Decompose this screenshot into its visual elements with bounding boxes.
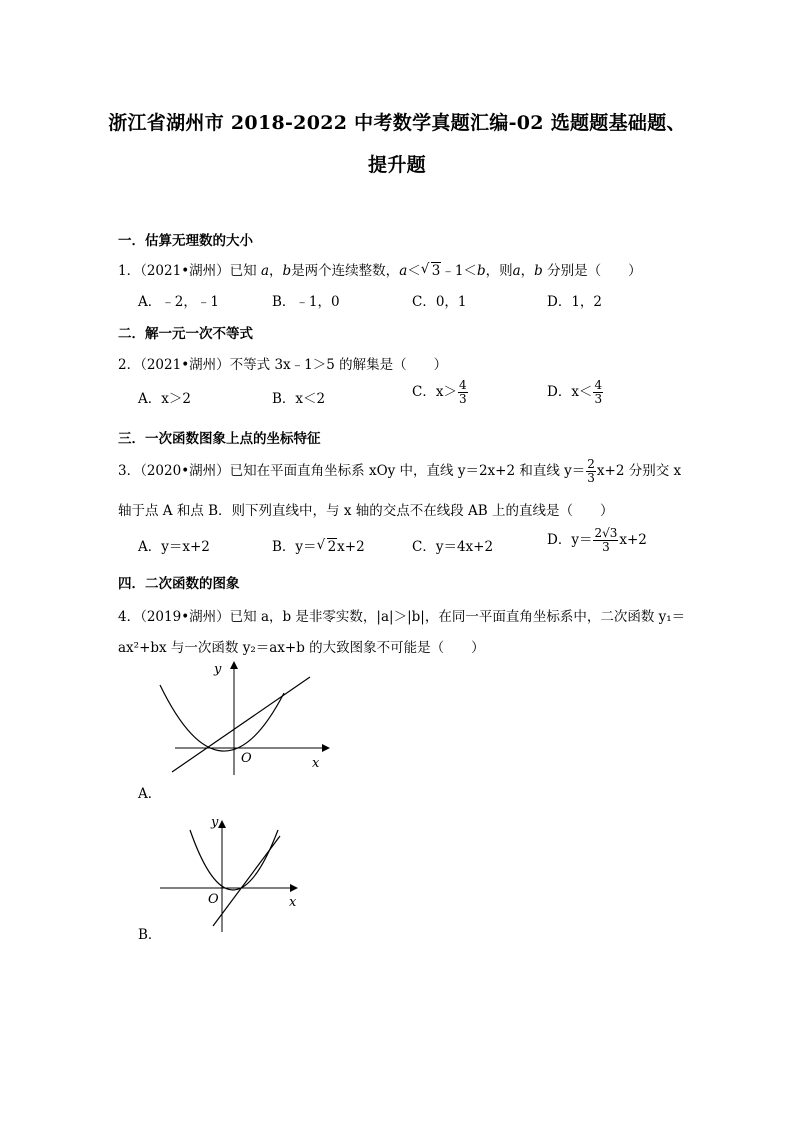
q2-option-a: A．x＞2 — [138, 391, 191, 407]
y-axis-arrow — [230, 661, 238, 669]
x-axis-arrow — [322, 744, 330, 752]
q2-option-d: D．x＜ $\frac{4}{3}$ — [547, 378, 603, 406]
fraction: $\frac{2√3}{3}$ — [594, 526, 618, 554]
q2-option-c: C．x＞ $\frac{4}{3}$ — [412, 378, 467, 406]
graph-b — [150, 810, 310, 935]
q1-option-b: B．﹣1，0 — [272, 294, 340, 310]
x-axis-arrow — [290, 884, 298, 892]
question-3-line1: 3．（2020•湖州）已知在平面直角坐标系 xOy 中，直线 y＝2x+2 和直线 y＝ $\frac{2}{3}$ x+2 分别交 x — [118, 457, 682, 485]
section-heading-3: 三．一次函数图象上点的坐标特征 — [118, 431, 321, 447]
graph-a — [150, 655, 340, 775]
origin-label: O — [241, 751, 252, 766]
graph-a-label: A． — [138, 786, 162, 802]
q1-option-a: A．﹣2，﹣1 — [138, 294, 219, 310]
question-3-line2: 轴于点 A 和点 B．则下列直线中，与 x 轴的交点不在线段 AB 上的直线是（ ） — [118, 503, 614, 519]
y-axis-arrow — [218, 820, 226, 828]
q3-option-b: B．y＝√ 2x+2 — [272, 535, 365, 555]
section-heading-2: 二．解一元一次不等式 — [118, 326, 253, 342]
graph-b-label: B． — [138, 927, 162, 943]
axis-label-x: x — [289, 895, 297, 910]
parabola — [160, 685, 284, 751]
q3-option-a: A．y＝x+2 — [138, 539, 210, 555]
axis-label-y: y — [211, 815, 219, 830]
sqrt-symbol: √ 3 — [421, 263, 442, 279]
origin-label: O — [208, 892, 219, 907]
parabola — [190, 830, 278, 890]
question-2-stem: 2．（2021•湖州）不等式 3x﹣1＞5 的解集是（ ） — [118, 357, 448, 373]
section-heading-4: 四．二次函数的图象 — [118, 576, 240, 592]
section-heading-1: 一．估算无理数的大小 — [118, 233, 253, 249]
document-title-line2: 提升题 — [368, 154, 426, 176]
q1-option-d: D．1，2 — [547, 294, 603, 310]
axis-label-x: x — [312, 756, 320, 771]
question-1-stem: 1．（2021•湖州）已知 a，b是两个连续整数，a＜√ 3﹣1＜b，则a，b 分别是（ ） — [118, 259, 642, 279]
question-4-line1: 4．（2019•湖州）已知 a，b 是非零实数，|a|＞|b|，在同一平面直角坐标系中，二次函数 y₁＝ — [118, 609, 686, 625]
document-title-line1: 浙江省湖州市 2018-2022 中考数学真题汇编-02 选题题基础题、 — [108, 112, 686, 134]
sqrt-symbol: √ 2 — [317, 539, 338, 555]
fraction: $\frac{4}{3}$ — [594, 378, 603, 406]
question-4-line2: ax²+bx 与一次函数 y₂＝ax+b 的大致图象不可能是（ ） — [118, 640, 485, 656]
straight-line — [213, 836, 280, 926]
axis-label-y: y — [214, 662, 222, 677]
q1-option-c: C．0，1 — [412, 294, 467, 310]
fraction: $\frac{2}{3}$ — [587, 457, 595, 485]
q3-option-c: C．y＝4x+2 — [412, 539, 494, 555]
fraction: $\frac{4}{3}$ — [458, 378, 467, 406]
q3-option-d: D．y＝ $\frac{2√3}{3}$ x+2 — [547, 526, 647, 554]
q2-option-b: B．x＜2 — [272, 391, 326, 407]
